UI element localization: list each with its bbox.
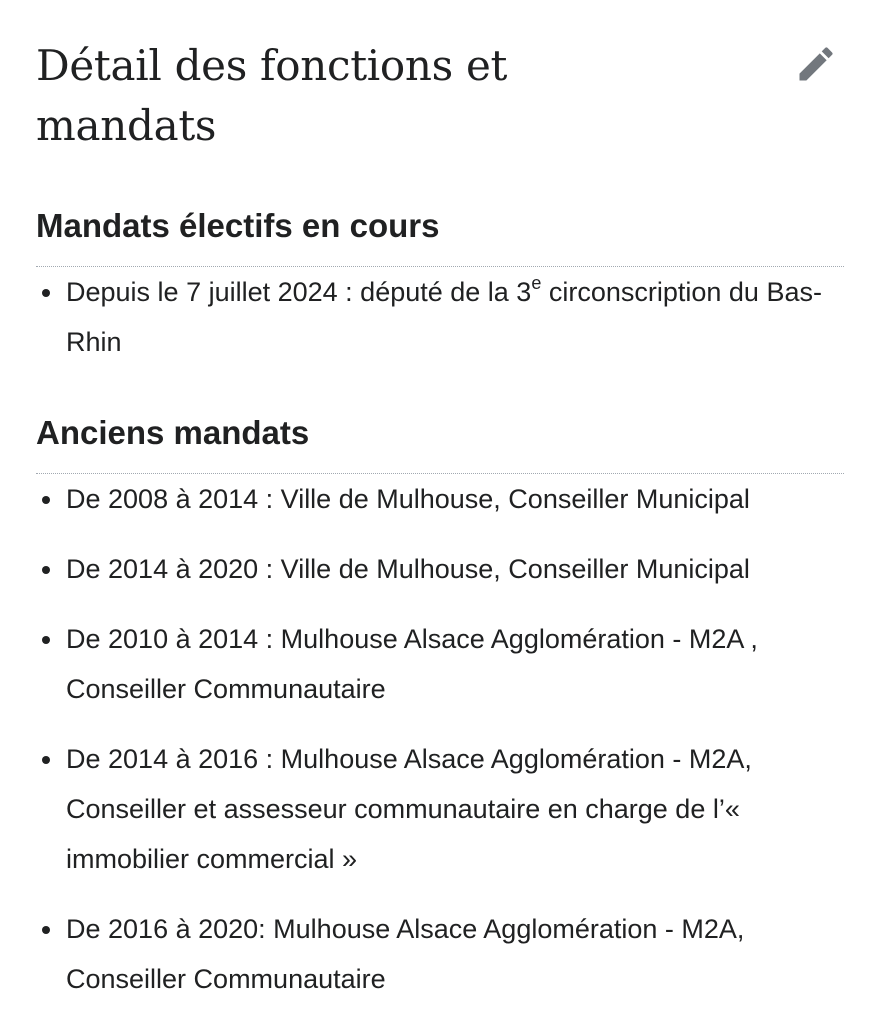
pencil-icon — [794, 42, 838, 86]
list-item-text: Depuis le 7 juillet 2024 : député de la 3 — [66, 277, 532, 307]
section-title-row — [36, 0, 844, 156]
current-mandates-section — [36, 204, 844, 367]
section-title: Détail des fonctions et mandats — [36, 41, 508, 150]
former-mandates-list — [36, 474, 844, 1004]
list-item: De 2008 à 2014 : Ville de Mulhouse, Conseiller Municipal — [36, 474, 844, 524]
article-section — [36, 0, 844, 1004]
list-item: De 2014 à 2020 : Ville de Mulhouse, Conseiller Municipal — [36, 544, 844, 594]
list-item: De 2010 à 2014 : Mulhouse Alsace Agglomération - M2A , Conseiller Communautaire — [36, 614, 844, 714]
list-item: De 2014 à 2016 : Mulhouse Alsace Agglomération - M2A, Conseiller et assesseur communautaire en charge de l’« immobilier commercial » — [36, 734, 844, 884]
current-mandates-list — [36, 267, 844, 367]
list-item-text: circonscription du Bas-Rhin — [66, 277, 822, 357]
former-mandates-heading: Anciens mandats — [36, 411, 844, 474]
edit-section-button[interactable] — [792, 40, 840, 88]
former-mandates-section — [36, 411, 844, 1004]
superscript: e — [531, 273, 542, 293]
current-mandates-heading: Mandats électifs en cours — [36, 204, 844, 267]
list-item: De 2016 à 2020: Mulhouse Alsace Agglomération - M2A, Conseiller Communautaire — [36, 904, 844, 1004]
list-item — [36, 267, 844, 367]
